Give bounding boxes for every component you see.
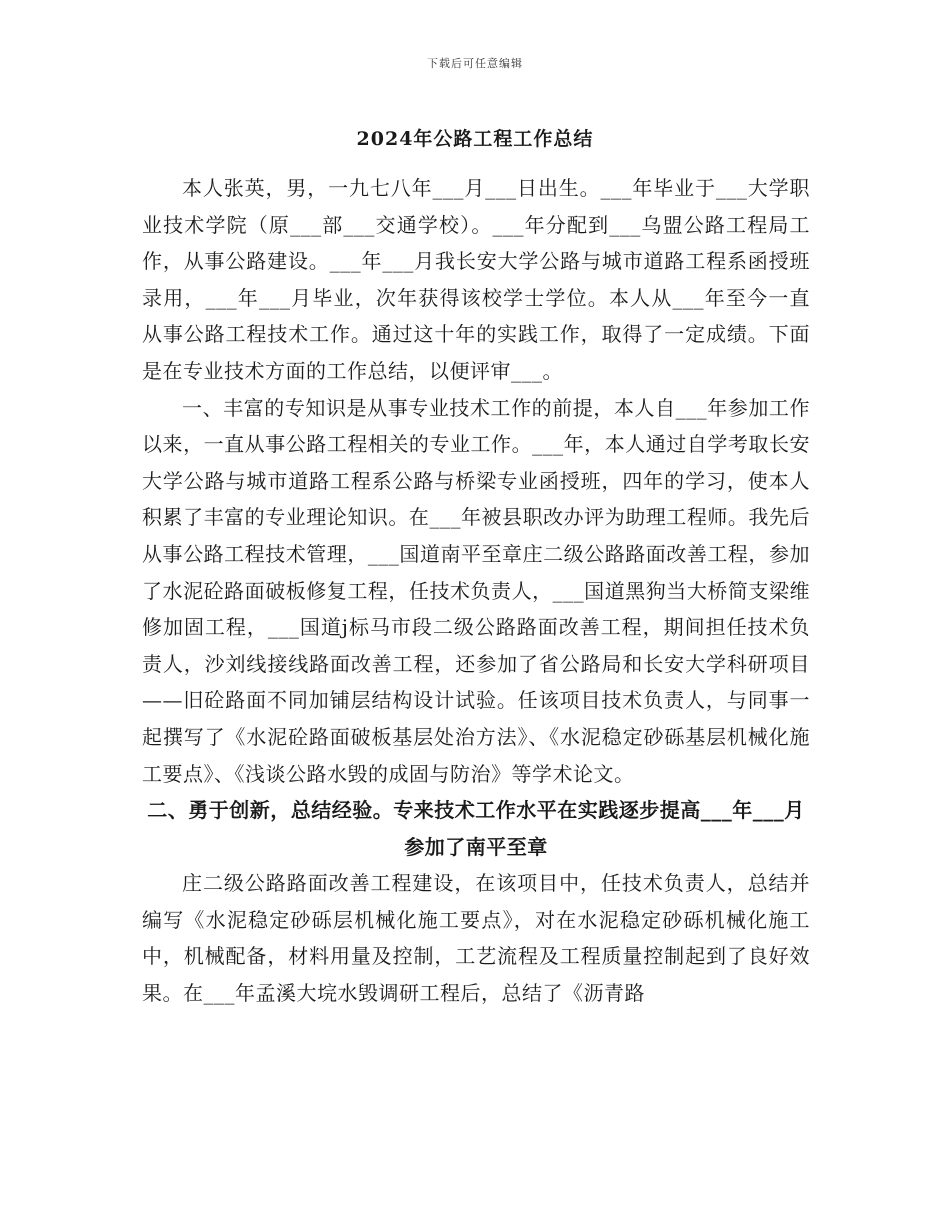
- header-note: 下载后可任意编辑: [427, 57, 523, 70]
- paragraph-intro: 本人张英，男，一九七八年___月___日出生。___年毕业于___大学职业技术学院（原___部___交通学校）。___年分配到___乌盟公路工程局工作，从事公路建设。___年___月我长安大学公路与城市道路工程系函授班录用，___年___月毕业，次年获得该校学士学位。本人从___年至今一直从事公路工程技术工作。通过这十年的实践工作，取得了一定成绩。下面是在专业技术方面的工作总结，以便评审___。: [142, 176, 810, 383]
- document-body: [142, 170, 810, 1012]
- section-2-heading: 二、勇于创新，总结经验。专来技术工作水平在实践逐步提高___年___月参加了南平至章: [147, 798, 805, 859]
- paragraph-section-2: 庄二级公路路面改善工程建设，在该项目中，任技术负责人，总结并编写《水泥稳定砂砾层机械化施工要点》，对在水泥稳定砂砾机械化施工中，机械配备，材料用量及控制，工艺流程及工程质量控制起到了良好效果。在___年孟溪大垸水毁调研工程后，总结了《沥青路: [142, 871, 810, 1006]
- document-title: 2024年公路工程工作总结: [356, 128, 594, 150]
- paragraph-section-1: 一、丰富的专知识是从事专业技术工作的前提，本人自___年参加工作以来，一直从事公路工程相关的专业工作。___年，本人通过自学考取长安大学公路与城市道路工程系公路与桥梁专业函授班，四年的学习，使本人积累了丰富的专业理论知识。在___年被县职改办评为助理工程师。我先后从事公路工程技术管理，___国道南平至章庄二级公路路面改善工程，参加了水泥砼路面破板修复工程，任技术负责人，___国道黑狗当大桥简支梁维修加固工程，___国道j标马市段二级公路路面改善工程，期间担任技术负责人，沙刘线接线路面改善工程，还参加了省公路局和长安大学科研项目——旧砼路面不同加铺层结构设计试验。任该项目技术负责人，与同事一起撰写了《水泥砼路面破板基层处治方法》、《水泥稳定砂砾基层机械化施工要点》、《浅谈公路水毁的成固与防治》等学术论文。: [142, 395, 810, 786]
